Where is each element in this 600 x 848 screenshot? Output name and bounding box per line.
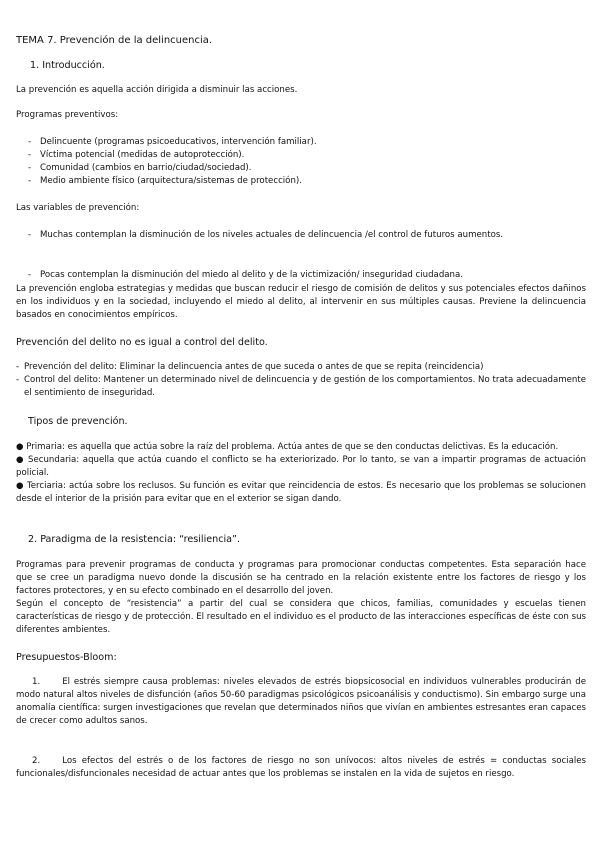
document-title: TEMA 7. Prevención de la delincuencia. <box>16 35 213 46</box>
list-item: - Delincuente (programas psicoeducativos, intervención familiar). <box>28 137 317 147</box>
bloom-item-1: 1. El estrés siempre causa problemas: niveles elevados de estrés biopsicosocial en individuos vulnerables producirán de modo natural altos niveles de disfunción (años 50-60 paradigmas psicológicos psicoanálisis y conductismo). Sin embargo surge una anomalía científica: surgen investigaciones que revelan que determinados niños que vivían en ambientes estresantes eran capaces de crecer como adultos sanos. <box>16 677 586 726</box>
list-item: ● Secundaria: aquella que actúa cuando el conflicto se ha exteriorizado. Por lo tanto, se van a impartir programas de actuación policial. <box>16 455 587 478</box>
prevencion-control-heading: Prevención del delito no es igual a control del delito. <box>16 337 268 348</box>
list-item: - Medio ambiente físico (arquitectura/sistemas de protección). <box>28 176 302 186</box>
variables-label: Las variables de prevención: <box>16 203 140 213</box>
programas-label: Programas preventivos: <box>16 110 119 120</box>
section-heading-resiliencia: 2. Paradigma de la resistencia: “resiliencia”. <box>28 534 241 545</box>
list-item: - Víctima potencial (medidas de autoprotección). <box>28 150 245 160</box>
list-item: - Muchas contemplan la disminución de los niveles actuales de delincuencia /el control de futuros aumentos. <box>28 230 504 240</box>
resiliencia-paragraph-1: Programas para prevenir programas de conducta y programas para promocionar conductas competentes. Esta separación hace que se cree un paradigma nuevo donde la discusión se ha centrado en la relación existente entre los factores de riesgo y los factores protectores, y en su efecto combinado en el desarrollo del joven. <box>16 560 586 596</box>
list-item: - Control del delito: Mantener un determinado nivel de delincuencia y de gestión de los comportamientos. No trata adecuadamente el sentimiento de inseguridad. <box>16 375 586 398</box>
section-heading-introduccion: 1. Introducción. <box>30 60 105 71</box>
tipos-list <box>16 441 586 506</box>
intro-paragraph: La prevención es aquella acción dirigida a disminuir las acciones. <box>16 85 298 95</box>
prevencion-control-list <box>16 361 586 400</box>
programas-list <box>16 136 586 188</box>
list-item: ● Primaria: es aquella que actúa sobre la raíz del problema. Actúa antes de que se den conductas delictivas. Es la educación. <box>16 442 559 452</box>
bloom-heading: Presupuestos-Bloom: <box>16 652 117 663</box>
list-item: ● Terciaria: actúa sobre los reclusos. Su función es evitar que reincidencia de estos. Es necesario que los problemas se solucionen desde el interior de la prisión para evitar que en el exterior se sigan dando. <box>16 481 586 504</box>
document-page <box>16 0 587 779</box>
list-item: - Comunidad (cambios en barrio/ciudad/sociedad). <box>28 163 252 173</box>
bloom-item-2: 2. Los efectos del estrés o de los factores de riesgo no son unívocos: altos niveles de estrés = conductas sociales funcionales/disfuncionales necesidad de actuar antes que los problemas se instalen en la vida de sujetos en riesgo. <box>16 756 586 779</box>
resiliencia-paragraph-2: Según el concepto de “resistencia” a partir del cual se considera que chicos, familias, comunidades y escuelas tienen características de riesgo y de protección. El resultado en el individuo es el producto de las interacciones específicas de éste con sus diferentes ambientes. <box>16 599 586 635</box>
list-item: - Prevención del delito: Eliminar la delincuencia antes de que suceda o antes de que se repita (reincidencia) <box>16 362 484 372</box>
prevencion-paragraph: La prevención engloba estrategias y medidas que buscan reducir el riesgo de comisión de delitos y sus potenciales efectos dañinos en los individuos y en la sociedad, incluyendo el miedo al delito, al intervenir en sus múltiples causas. Previene la delincuencia basados en conocimientos empíricos. <box>16 284 586 320</box>
tipos-heading: Tipos de prevención. <box>28 416 128 427</box>
list-item: - Pocas contemplan la disminución del miedo al delito y de la victimización/ inseguridad ciudadana. <box>28 270 463 280</box>
